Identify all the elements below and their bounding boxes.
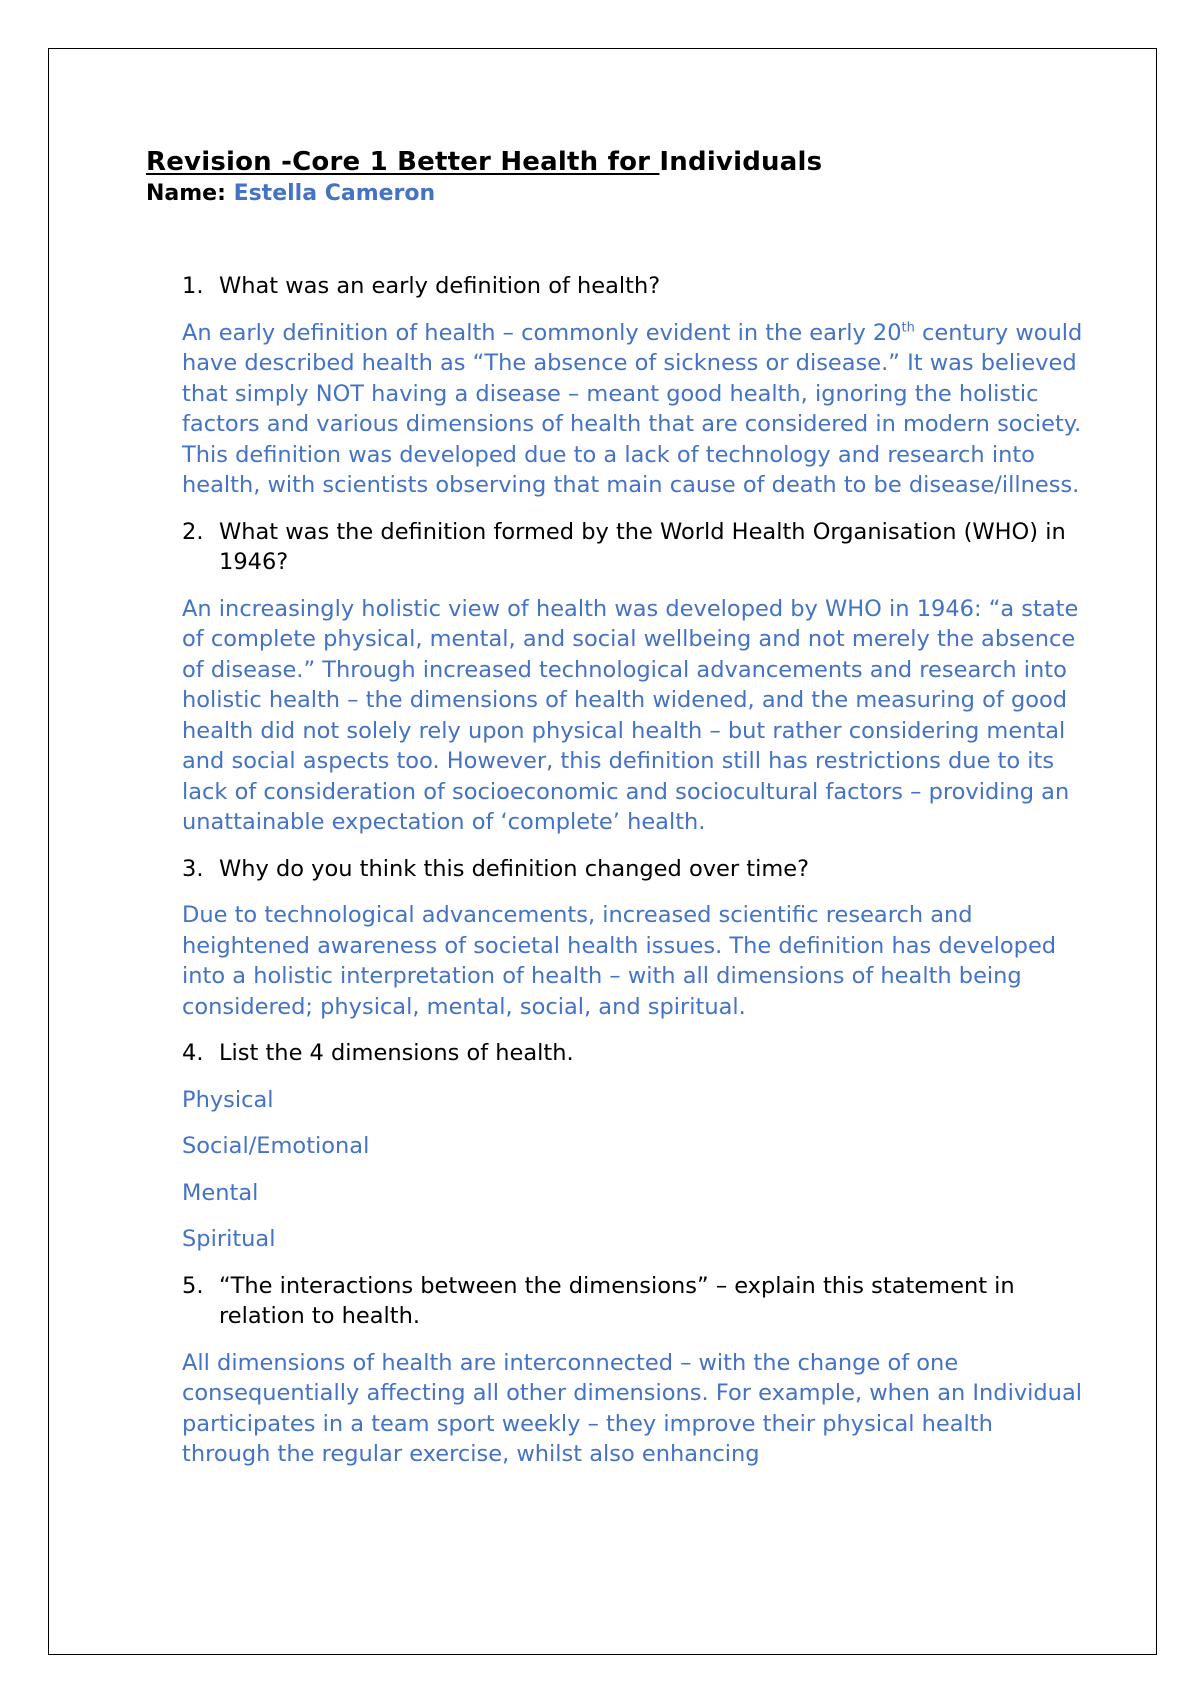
answer-text-part2: century would have described health as “The absence of sickness or disease.” It was believed that simply NOT having a disease – meant good health, ignoring the holistic factors and various dimensions of health that are considered in modern society. This definition was developed due to a lack of technology and research into health, with scientists observing that main cause of death to be disease/illness. bbox=[182, 319, 1083, 498]
question-number: 3. bbox=[182, 855, 204, 882]
question-text: What was the definition formed by the World Health Organisation (WHO) in 1946? bbox=[219, 518, 1066, 575]
question-list bbox=[146, 271, 1086, 1470]
dimension-physical: Physical bbox=[182, 1086, 274, 1113]
answer-text-part1: An early definition of health – commonly evident in the early 20 bbox=[182, 319, 902, 346]
question-5 bbox=[146, 1271, 1086, 1332]
name-label: Name: bbox=[146, 181, 234, 206]
title-rest-part: Individuals bbox=[659, 147, 823, 177]
answer-3: Due to technological advancements, increased scientific research and heightened awareness of societal health issues. The definition has developed into a holistic interpretation of health – with all dimensions of health being considered; physical, mental, social, and spiritual. bbox=[182, 902, 1057, 1020]
question-4 bbox=[146, 1038, 1086, 1069]
question-1 bbox=[146, 271, 1086, 302]
dimension-mental: Mental bbox=[182, 1179, 259, 1206]
title-underlined-part: Revision -Core 1 Better Health for bbox=[146, 147, 660, 177]
student-name: Estella Cameron bbox=[233, 181, 436, 206]
question-text: Why do you think this definition changed over time? bbox=[219, 855, 810, 882]
question-3 bbox=[146, 854, 1086, 885]
question-2 bbox=[146, 517, 1086, 578]
question-number: 2. bbox=[182, 518, 204, 545]
question-number: 5. bbox=[182, 1272, 204, 1299]
question-text: “The interactions between the dimensions” – explain this statement in relation to health. bbox=[219, 1272, 1015, 1329]
document-content bbox=[146, 145, 1086, 1486]
question-text: List the 4 dimensions of health. bbox=[219, 1040, 574, 1066]
dimension-social-emotional: Social/Emotional bbox=[182, 1133, 370, 1159]
answer-5: All dimensions of health are interconnected – with the change of one consequentially affecting all other dimensions. For example, when an Individual participates in a team sport weekly – they improve their physical health through the regular exercise, whilst also enhancing bbox=[182, 1349, 1082, 1467]
question-text: What was an early definition of health? bbox=[219, 273, 661, 299]
answer-superscript: th bbox=[901, 320, 915, 335]
dimension-spiritual: Spiritual bbox=[182, 1226, 276, 1252]
name-line bbox=[146, 179, 1086, 209]
question-number: 1. bbox=[182, 273, 204, 299]
question-number: 4. bbox=[182, 1040, 204, 1066]
document-title bbox=[146, 145, 1086, 179]
answer-2: An increasingly holistic view of health was developed by WHO in 1946: “a state of complete physical, mental, and social wellbeing and not merely the absence of disease.” Through increased technological advancements and research into holistic health – the dimensions of health widened, and the measuring of good health did not solely rely upon physical health – but rather considering mental and social aspects too. However, this definition still has restrictions due to its lack of consideration of socioeconomic and sociocultural factors – providing an unattainable expectation of ‘complete’ health. bbox=[182, 595, 1079, 835]
answer-1 bbox=[146, 318, 1086, 501]
